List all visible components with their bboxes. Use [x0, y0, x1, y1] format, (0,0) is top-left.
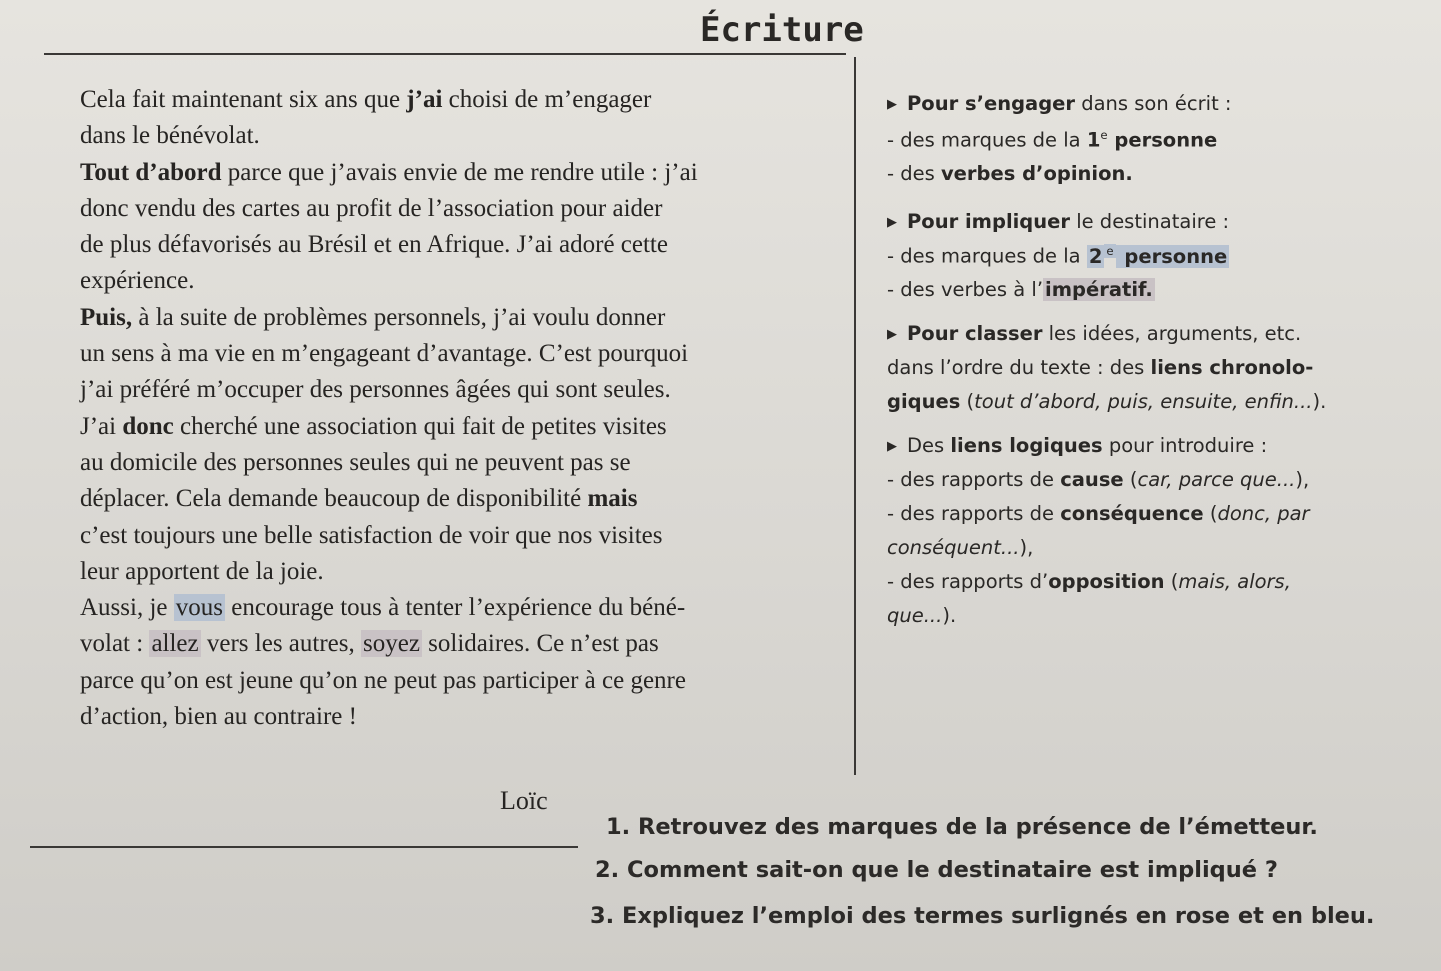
triangle-bullet-icon: ▶: [887, 215, 897, 230]
text-segment: - des marques de la: [887, 128, 1087, 152]
tip-line: [887, 536, 1033, 559]
text-segment: parce que j’avais envie de me rendre utile : j’ai: [221, 158, 698, 186]
triangle-bullet-icon: ▶: [887, 439, 897, 454]
tip-heading: [887, 434, 1267, 457]
text-segment: vers les autres,: [200, 630, 361, 658]
tip-line: [887, 278, 1155, 301]
signature: Loïc: [500, 786, 548, 815]
highlighted-term: personne: [1117, 244, 1228, 268]
text-segment: un sens à ma vie en m’engageant d’avantage. C’est pourquoi: [80, 340, 689, 368]
text-segment: les idées, arguments, etc.: [1042, 322, 1302, 345]
text-segment: déplacer. Cela demande beaucoup de disponibilité: [80, 485, 588, 513]
text-segment: dans l’ordre du texte : des: [887, 356, 1151, 379]
text-segment: Tout d’abord: [80, 158, 222, 186]
text-segment: giques: [887, 390, 961, 413]
tip-line: [887, 390, 1326, 413]
letter-line: [80, 663, 850, 699]
tip-line: [887, 244, 1229, 268]
text-segment: mais, alors,: [1178, 570, 1291, 593]
text-segment: d’action, bien au contraire !: [80, 703, 357, 731]
text-segment: (: [1164, 570, 1179, 593]
text-segment: - des marques de la: [887, 244, 1087, 268]
text-segment: Des: [907, 434, 951, 457]
text-segment: Pour s’engager: [907, 92, 1076, 115]
text-segment: liens logiques: [950, 434, 1103, 457]
column-divider: [854, 57, 856, 775]
text-segment: Pour classer: [907, 322, 1043, 345]
text-segment: Pour impliquer: [907, 210, 1070, 233]
text-segment: de plus défavorisés au Brésil et en Afrique. J’ai adoré cette: [80, 231, 668, 259]
highlighted-term: e: [1106, 244, 1114, 258]
text-segment: liens chronolo-: [1150, 356, 1314, 379]
text-segment: (: [1123, 468, 1138, 491]
letter-line: [80, 336, 850, 372]
text-segment: ),: [1295, 468, 1310, 491]
bottom-border-rule: [30, 846, 578, 848]
tip-line: [887, 604, 956, 627]
text-segment: - des rapports de: [887, 468, 1061, 491]
letter-text: [80, 82, 850, 735]
text-segment: parce qu’on est jeune qu’on ne peut pas participer à ce genre: [80, 666, 686, 694]
tip-line: [887, 502, 1310, 525]
highlighted-term: soyez: [363, 630, 420, 658]
text-segment: e: [1100, 128, 1108, 142]
letter-line: [80, 372, 850, 408]
text-segment: (: [1203, 502, 1218, 525]
letter-line: [80, 590, 850, 626]
text-segment: donc, par: [1217, 502, 1310, 525]
letter-line: [80, 263, 850, 299]
tip-line: [887, 468, 1309, 491]
triangle-bullet-icon: ▶: [887, 327, 897, 342]
text-segment: opposition: [1048, 570, 1165, 593]
text-segment: verbes d’opinion.: [940, 162, 1133, 185]
letter-line: [80, 227, 850, 263]
text-segment: Cela fait maintenant six ans que: [80, 86, 407, 113]
text-segment: conséquence: [1060, 502, 1204, 525]
highlighted-term: allez: [151, 630, 199, 658]
text-segment: Aussi, je: [80, 594, 174, 622]
text-segment: ).: [1312, 390, 1327, 413]
text-segment: ).: [942, 604, 957, 627]
text-segment: à la suite de problèmes personnels, j’ai voulu donner: [132, 303, 666, 331]
text-segment: pour introduire :: [1102, 434, 1268, 457]
question-2: 2. Comment sait-on que le destinataire est impliqué ?: [595, 857, 1278, 883]
text-segment: cherché une association qui fait de petites visites: [173, 412, 667, 440]
text-segment: j’ai: [406, 86, 443, 113]
text-segment: c’est toujours une belle satisfaction de voir que nos visites: [80, 521, 663, 549]
text-segment: car, parce que...: [1137, 468, 1296, 491]
text-segment: le destinataire :: [1070, 210, 1230, 233]
text-segment: expérience.: [80, 267, 195, 295]
letter-line: [80, 191, 850, 227]
text-segment: donc vendu des cartes au profit de l’association pour aider: [80, 194, 663, 222]
page-title: Écriture: [700, 10, 864, 50]
text-segment: j’ai préféré m’occuper des personnes âgées qui sont seules.: [80, 376, 671, 404]
letter-line: [80, 445, 850, 481]
text-segment: Puis,: [80, 303, 133, 331]
text-segment: - des rapports de: [887, 502, 1061, 525]
letter-line: [80, 155, 850, 191]
tip-line: [887, 128, 1217, 152]
text-segment: - des: [887, 162, 941, 185]
letter-line: [80, 554, 850, 590]
text-segment: choisi de m’engager: [442, 86, 652, 113]
letter-line: [80, 300, 850, 336]
letter-line: [80, 699, 850, 735]
text-segment: - des verbes à l’: [887, 278, 1044, 301]
text-segment: volat :: [80, 630, 150, 658]
text-segment: dans son écrit :: [1075, 92, 1232, 115]
text-segment: donc: [122, 412, 174, 440]
letter-line: [80, 409, 850, 445]
text-segment: (: [960, 390, 975, 413]
text-segment: que...: [887, 604, 943, 627]
question-1: 1. Retrouvez des marques de la présence de l’émetteur.: [606, 814, 1318, 840]
text-segment: leur apportent de la joie.: [80, 557, 324, 585]
letter-line: [80, 518, 850, 554]
text-segment: cause: [1060, 468, 1124, 491]
highlighted-term: impératif.: [1045, 278, 1153, 301]
text-segment: - des rapports d’: [887, 570, 1049, 593]
text-segment: au domicile des personnes seules qui ne peuvent pas se: [80, 448, 631, 476]
triangle-bullet-icon: ▶: [887, 97, 897, 112]
tip-heading: [887, 322, 1301, 345]
text-segment: dans le bénévolat.: [80, 122, 260, 150]
highlighted-term: 2: [1088, 244, 1103, 268]
letter-line: [80, 626, 850, 662]
top-border-rule: [44, 53, 846, 55]
text-segment: J’ai: [80, 412, 123, 440]
letter-line: [80, 82, 850, 118]
text-segment: solidaires. Ce n’est pas: [421, 630, 659, 658]
text-segment: encourage tous à tenter l’expérience du béné-: [224, 594, 686, 622]
text-segment: personne: [1107, 128, 1218, 152]
tip-heading: [887, 92, 1232, 115]
text-segment: ),: [1019, 536, 1034, 559]
text-segment: mais: [587, 485, 638, 513]
text-segment: conséquent...: [887, 536, 1020, 559]
tip-heading: [887, 210, 1229, 233]
letter-line: [80, 118, 850, 154]
text-segment: tout d’abord, puis, ensuite, enfin...: [974, 390, 1313, 413]
tip-line: [887, 162, 1133, 185]
letter-line: [80, 481, 850, 517]
text-segment: 1: [1086, 128, 1101, 152]
highlighted-term: vous: [175, 594, 223, 622]
tip-line: [887, 356, 1313, 379]
question-3: 3. Expliquez l’emploi des termes surlignés en rose et en bleu.: [590, 903, 1375, 929]
tip-line: [887, 570, 1291, 593]
